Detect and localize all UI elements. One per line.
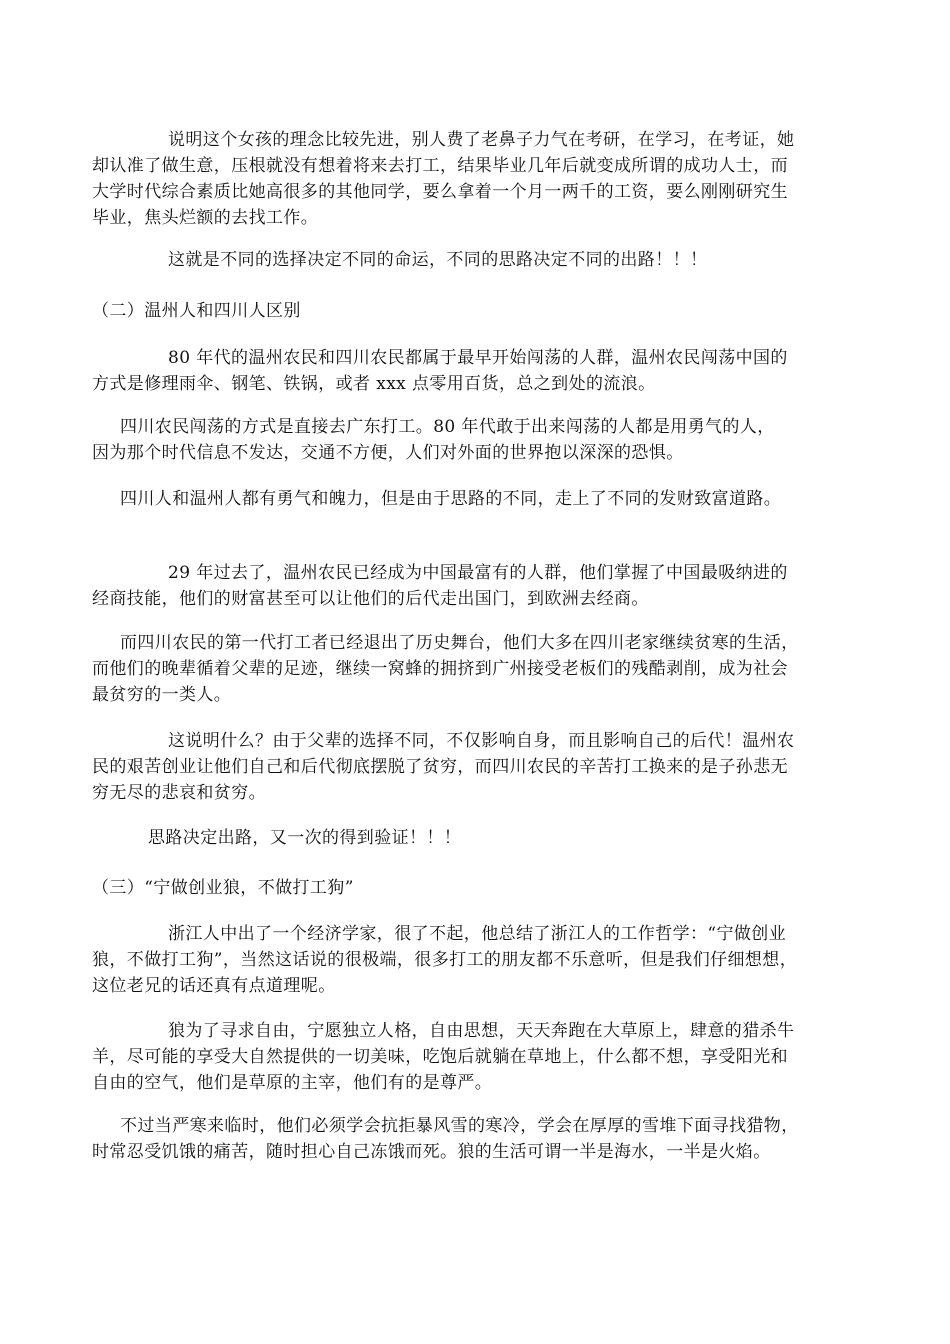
text-line: 方式是修理雨伞、钢笔、铁锅，或者 xxx 点零用百货，总之到处的流浪。 bbox=[92, 374, 656, 394]
text-line: 自由的空气，他们是草原的主宰，他们有的是尊严。 bbox=[92, 1073, 493, 1093]
paragraph-9 bbox=[92, 825, 872, 851]
paragraph-2 bbox=[92, 247, 872, 273]
text-line: 穷无尽的悲哀和贫穷。 bbox=[92, 783, 266, 803]
text-line: 却认准了做生意，压根就没有想着将来去打工，结果毕业几年后就变成所谓的成功人士，而 bbox=[92, 156, 788, 176]
paragraph-11 bbox=[92, 1018, 872, 1096]
text-line: 羊，尽可能的享受大自然提供的一切美味，吃饱后就躺在草地上，什么都不想，享受阳光和 bbox=[92, 1047, 788, 1067]
paragraph-5 bbox=[92, 486, 872, 512]
paragraph-10 bbox=[92, 921, 872, 999]
heading-text: （二）温州人和四川人区别 bbox=[92, 301, 301, 321]
paragraph-1 bbox=[92, 127, 872, 231]
text-line: 这说明什么？由于父辈的选择不同，不仅影响自身，而且影响自己的后代！温州农 bbox=[168, 731, 795, 751]
text-line: 而他们的晚辈循着父辈的足迹，继续一窝蜂的拥挤到广州接受老板们的残酷剥削，成为社会 bbox=[92, 659, 788, 679]
section-heading-2 bbox=[92, 298, 872, 324]
text-line: 狼，不做打工狗”，当然这话说的很极端，很多打工的朋友都不乐意听，但是我们仔细想想， bbox=[92, 950, 798, 970]
text-line: 这就是不同的选择决定不同的命运，不同的思路决定不同的出路！！！ bbox=[168, 250, 708, 270]
text-line: 80 年代的温州农民和四川农民都属于最早开始闯荡的人群，温州农民闯荡中国的 bbox=[168, 348, 788, 368]
text-line: 不过当严寒来临时，他们必须学会抗拒暴风雪的寒冷，学会在厚厚的雪堆下面寻找猎物， bbox=[120, 1116, 799, 1136]
paragraph-4 bbox=[92, 414, 872, 466]
text-line: 狼为了寻求自由，宁愿独立人格，自由思想，天天奔跑在大草原上，肆意的猎杀牛 bbox=[168, 1021, 795, 1041]
heading-text: （三）“宁做创业狼，不做打工狗” bbox=[92, 878, 354, 898]
text-line: 29 年过去了，温州农民已经成为中国最富有的人群，他们掌握了中国最吸纳进的 bbox=[168, 563, 788, 583]
paragraph-12 bbox=[92, 1113, 872, 1165]
text-line: 四川人和温州人都有勇气和魄力，但是由于思路的不同，走上了不同的发财致富道路。 bbox=[120, 489, 782, 509]
text-line: 经商技能，他们的财富甚至可以让他们的后代走出国门，到欧洲去经商。 bbox=[92, 589, 649, 609]
text-line: 浙江人中出了一个经济学家，很了不起，他总结了浙江人的工作哲学：“宁做创业 bbox=[168, 924, 787, 944]
text-line: 时常忍受饥饿的痛苦，随时担心自己冻饿而死。狼的生活可谓一半是海水，一半是火焰。 bbox=[92, 1142, 771, 1162]
paragraph-8 bbox=[92, 728, 872, 806]
text-line: 四川农民闯荡的方式是直接去广东打工。80 年代敢于出来闯荡的人都是用勇气的人， bbox=[120, 417, 775, 437]
text-line: 因为那个时代信息不发达，交通不方便，人们对外面的世界抱以深深的恐惧。 bbox=[92, 443, 684, 463]
text-line: 大学时代综合素质比她高很多的其他同学，要么拿着一个月一两千的工资，要么刚刚研究生 bbox=[92, 182, 788, 202]
paragraph-7 bbox=[92, 630, 872, 708]
paragraph-3 bbox=[92, 345, 872, 397]
text-line: 最贫穷的一类人。 bbox=[92, 685, 232, 705]
text-line: 而四川农民的第一代打工者已经退出了历史舞台，他们大多在四川老家继续贫寒的生活， bbox=[120, 633, 799, 653]
text-line: 思路决定出路，又一次的得到验证！！！ bbox=[148, 828, 462, 848]
text-line: 说明这个女孩的理念比较先进，别人费了老鼻子力气在考研，在学习，在考证，她 bbox=[168, 130, 795, 150]
text-line: 毕业，焦头烂额的去找工作。 bbox=[92, 208, 319, 228]
text-line: 这位老兄的话还真有点道理呢。 bbox=[92, 976, 336, 996]
text-line: 民的艰苦创业让他们自己和后代彻底摆脱了贫穷，而四川农民的辛苦打工换来的是子孙悲无 bbox=[92, 757, 788, 777]
section-heading-3 bbox=[92, 875, 872, 901]
paragraph-6 bbox=[92, 560, 872, 612]
